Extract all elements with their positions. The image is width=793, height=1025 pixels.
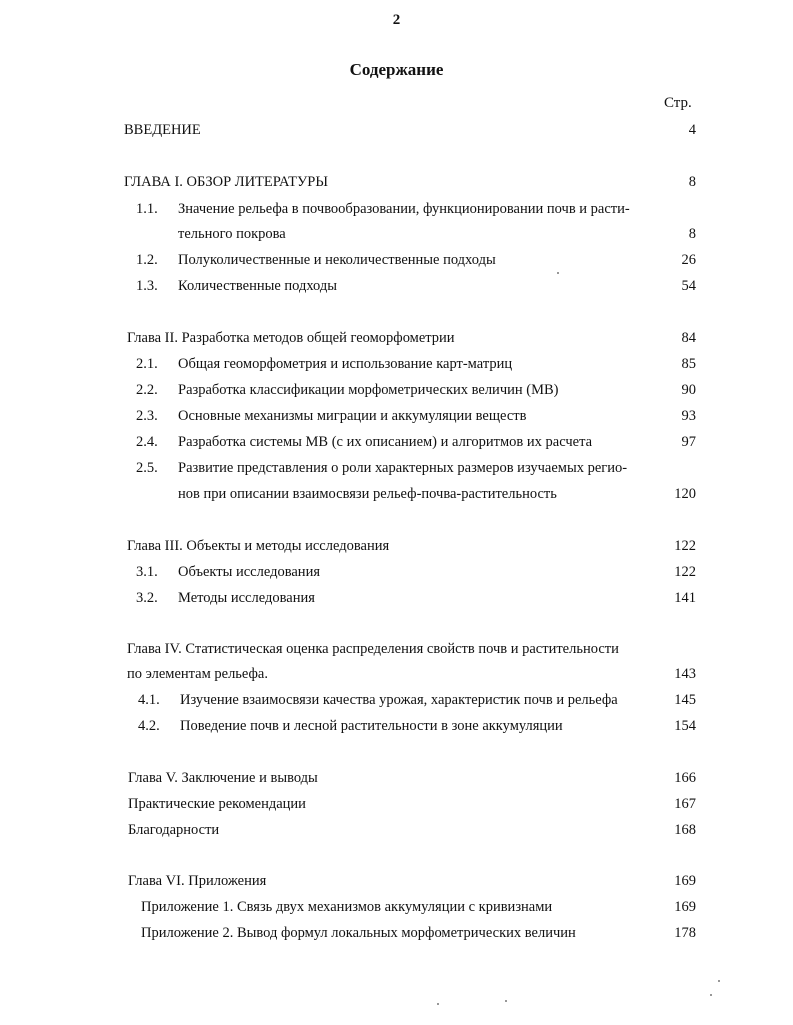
scan-speck — [710, 994, 712, 996]
toc-entry-acknowledgements[interactable]: Благодарности — [128, 822, 220, 838]
toc-entry-section-1-3[interactable]: Количественные подходы — [178, 278, 338, 294]
toc-section-number: 1.3. — [136, 278, 158, 294]
toc-section-number: 2.1. — [136, 356, 158, 372]
toc-page-chapter-4: 143 — [674, 666, 696, 682]
toc-page-section-4-2: 154 — [674, 718, 696, 734]
toc-page-section-1-2: 26 — [681, 252, 696, 268]
toc-entry-section-4-2[interactable]: Поведение почв и лесной растительности в зоне аккумуляции — [180, 718, 563, 734]
toc-entry-section-1-2[interactable]: Полуколичественные и неколичественные подходы — [178, 252, 496, 268]
toc-page-chapter-1: 8 — [688, 174, 696, 190]
scan-speck — [718, 980, 720, 982]
toc-section-number: 1.2. — [136, 252, 158, 268]
toc-page-appendix-2: 178 — [674, 925, 696, 941]
toc-page-section-1-3: 54 — [681, 278, 696, 294]
toc-section-number: 2.5. — [136, 460, 158, 476]
toc-entry-introduction[interactable]: ВВЕДЕНИЕ — [124, 122, 201, 138]
toc-section-number: 2.4. — [136, 434, 158, 450]
scan-speck — [557, 272, 559, 274]
toc-entry-section-2-1[interactable]: Общая геоморфометрия и использование карт-матриц — [178, 356, 513, 372]
toc-entry-chapter-4-cont[interactable]: по элементам рельефа. — [127, 666, 268, 682]
toc-page-section-1-1: 8 — [688, 226, 696, 242]
toc-page-section-2-1: 85 — [681, 356, 696, 372]
toc-page-introduction: 4 — [688, 122, 696, 138]
pages-column-header: Стр. — [664, 95, 692, 111]
toc-page-section-3-2: 141 — [674, 590, 696, 606]
toc-entry-chapter-4[interactable]: Глава IV. Статистическая оценка распределения свойств почв и растительности — [127, 641, 619, 657]
toc-entry-chapter-3[interactable]: Глава III. Объекты и методы исследования — [127, 538, 390, 554]
toc-entry-chapter-6[interactable]: Глава VI. Приложения — [128, 873, 267, 889]
toc-entry-chapter-5[interactable]: Глава V. Заключение и выводы — [128, 770, 318, 786]
toc-entry-chapter-1[interactable]: ГЛАВА I. ОБЗОР ЛИТЕРАТУРЫ — [124, 174, 329, 190]
toc-section-number: 4.2. — [138, 718, 160, 734]
toc-page-chapter-3: 122 — [674, 538, 696, 554]
toc-section-number: 1.1. — [136, 201, 158, 217]
toc-section-number: 4.1. — [138, 692, 160, 708]
toc-entry-appendix-1[interactable]: Приложение 1. Связь двух механизмов аккумуляции с кривизнами — [141, 899, 553, 915]
scan-speck — [437, 1003, 439, 1005]
toc-entry-section-3-2[interactable]: Методы исследования — [178, 590, 315, 606]
toc-page-section-2-5: 120 — [674, 486, 696, 502]
toc-page-section-2-4: 97 — [681, 434, 696, 450]
toc-section-number: 3.2. — [136, 590, 158, 606]
toc-section-number: 2.2. — [136, 382, 158, 398]
toc-page-section-2-3: 93 — [681, 408, 696, 424]
toc-page-chapter-5: 166 — [674, 770, 696, 786]
toc-entry-section-3-1[interactable]: Объекты исследования — [178, 564, 320, 580]
toc-page-acknowledgements: 168 — [674, 822, 696, 838]
toc-entry-section-2-4[interactable]: Разработка системы МВ (с их описанием) и алгоритмов их расчета — [178, 434, 593, 450]
toc-entry-section-1-1[interactable]: Значение рельефа в почвообразовании, функционировании почв и расти- — [178, 201, 630, 217]
scan-speck — [505, 1000, 507, 1002]
toc-entry-section-1-1-cont[interactable]: тельного покрова — [178, 226, 286, 242]
toc-section-number: 3.1. — [136, 564, 158, 580]
toc-section-number: 2.3. — [136, 408, 158, 424]
toc-entry-chapter-2[interactable]: Глава II. Разработка методов общей геоморфометрии — [127, 330, 455, 346]
toc-entry-section-4-1[interactable]: Изучение взаимосвязи качества урожая, характеристик почв и рельефа — [180, 692, 618, 708]
toc-entry-section-2-5-cont[interactable]: нов при описании взаимосвязи рельеф-почва-растительность — [178, 486, 557, 502]
toc-entry-section-2-2[interactable]: Разработка классификации морфометрических величин (МВ) — [178, 382, 559, 398]
toc-page-recommendations: 167 — [674, 796, 696, 812]
toc-entry-section-2-5[interactable]: Развитие представления о роли характерных размеров изучаемых регио- — [178, 460, 628, 476]
page-number: 2 — [392, 12, 401, 28]
page-title: Содержание — [349, 60, 444, 79]
toc-page-appendix-1: 169 — [674, 899, 696, 915]
toc-page-section-4-1: 145 — [674, 692, 696, 708]
toc-page-section-3-1: 122 — [674, 564, 696, 580]
toc-page-chapter-6: 169 — [674, 873, 696, 889]
toc-entry-recommendations[interactable]: Практические рекомендации — [128, 796, 306, 812]
toc-page-section-2-2: 90 — [681, 382, 696, 398]
toc-page-chapter-2: 84 — [681, 330, 696, 346]
toc-entry-appendix-2[interactable]: Приложение 2. Вывод формул локальных морфометрических величин — [141, 925, 576, 941]
toc-entry-section-2-3[interactable]: Основные механизмы миграции и аккумуляции веществ — [178, 408, 527, 424]
